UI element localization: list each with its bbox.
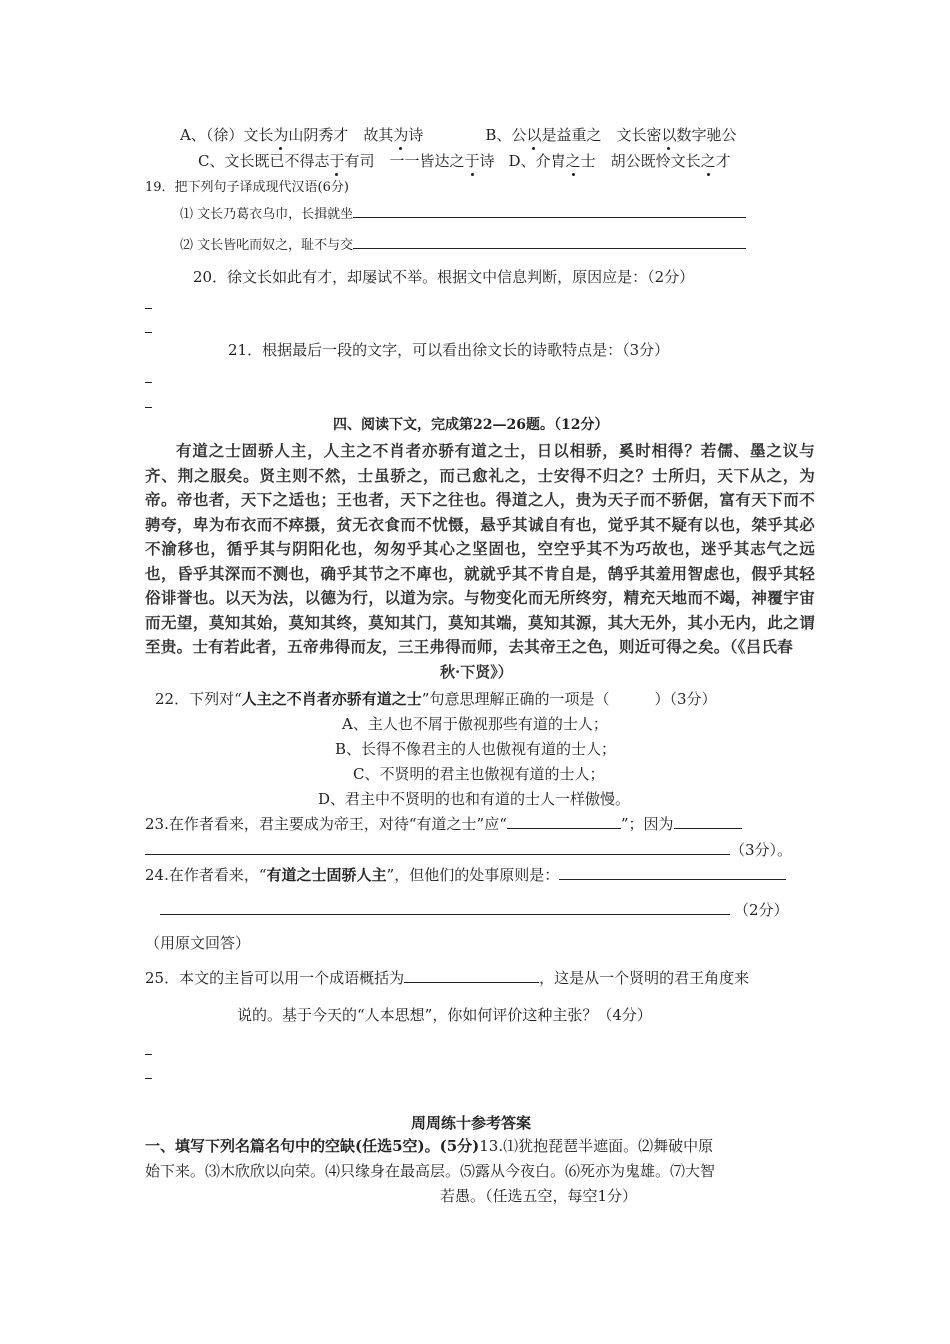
answer-blank[interactable] [559,865,786,880]
answer-blank[interactable] [353,234,746,249]
answer-line-marker [145,382,152,383]
reading-passage [145,439,815,660]
answer-blank[interactable] [160,900,730,915]
answer-line-marker [145,308,152,309]
answers-title: 周周练十参考答案 [411,1114,532,1132]
answers-line-1: 一、填写下列名篇名句中的空缺(任选5空)。(5分)13.⑴犹抱琵琶半遮面。⑵舞破中原 [145,1137,714,1155]
answer-blank[interactable] [404,968,539,983]
q18-option-cd: C、文长既已不得志于有司 一一皆达之于诗 D、介胄之士 胡公既怜文长之才 [198,152,731,170]
q22-option-a: A、主人也不屑于傲视那些有道的士人； [342,715,608,733]
answer-blank[interactable] [507,814,621,829]
q19-sentence-2: ⑵ 文长皆叱而奴之，耻不与交 [180,234,746,256]
q23-question: 23.在作者看来，君主要成为帝王，对待“有道之士”应“ ”；因为 [145,814,742,834]
q24-note: （用原文回答） [145,934,251,952]
answer-blank[interactable] [353,203,746,218]
q24-question: 24.在作者看来，“有道之士固骄人主”，但他们的处事原则是： [145,865,786,885]
q19-title: 19．把下列句子译成现代汉语(6分) [145,180,349,195]
q20-question: 20．徐文长如此有才，却屡试不举。根据文中信息判断，原因应是：（2分） [193,268,695,286]
answer-line-marker [145,332,152,333]
q21-question: 21．根据最后一段的文字，可以看出徐文长的诗歌特点是：（3分） [228,341,670,359]
q23-continuation: （3分）。 [145,840,792,860]
q22-option-b: B、长得不像君主的人也傲视有道的士人； [335,740,617,758]
answer-blank[interactable] [145,840,730,855]
answer-line-marker [145,407,152,408]
answers-line-2: 始下来。⑶木欣欣以向荣。⑷只缘身在最高层。⑸露从今夜白。⑹死亦为鬼雄。⑺大智 [145,1162,716,1180]
q25-continuation: 说的。基于今天的“人本思想”，你如何评价这种主张？（4分） [237,1006,652,1024]
q22-option-c: C、不贤明的君主也傲视有道的士人； [353,765,605,783]
q22-stem: 22．下列对“人主之不肖者亦骄有道之士”句意思理解正确的一项是（ ）（3分） [155,690,717,708]
passage-source-end: 秋·下贤》） [440,663,513,681]
answer-line-marker [145,1078,152,1079]
q18-option-ab: A、（徐）文长为山阴秀才 故其为诗 B、公以是益重之 文长密以数字驰公 [180,126,737,144]
answer-line-marker [145,1054,152,1055]
answer-blank[interactable] [674,814,742,829]
q19-sentence-1: ⑴ 文长乃葛衣乌巾，长揖就坐 [180,203,746,225]
answers-line-3: 若愚。（任选五空，每空1分） [440,1187,638,1205]
q25-question: 25．本文的主旨可以用一个成语概括为 ，这是从一个贤明的君王角度来 [145,969,750,987]
q22-option-d: D、君主中不贤明的也和有道的士人一样傲慢。 [318,790,631,808]
q24-continuation: （2分） [160,900,789,920]
passage-text: 有道之士固骄人主，人主之不肖者亦骄有道之士，日以相骄，奚时相得？若儒、墨之议与齐、荆之服矣。贤主则不然，士虽骄之，而己愈礼之，士安得不归之？士所归，天下从之，为帝。帝也者，天下之适也；王也者，天下之往也。得道之人，贵为天子而不骄倨，富有天下而不骋夸，卑为布衣而不瘁摄，贫无衣食而不忧慑，悬乎其诚自有也，觉乎其不疑有以也，桀乎其必不渝移也，循乎其与阴阳化也，匆匆乎其心之坚固也，空空乎其不为巧故也，迷乎其志气之远也，昏乎其深而不测也，确乎其节之不庳也，就就乎其不肯自是，鹄乎其羞用智虑也，假乎其轻俗诽誉也。以天为法，以德为行，以道为宗。与物变化而无所终穷，精充天地而不竭，神覆宇宙而无望，莫知其始，莫知其终，莫知其门，莫知其端，莫知其源，其大无外，其小无内，此之谓至贵。士有若此者，五帝弗得而友，三王弗得而师，去其帝王之色，则近可得之矣。（《吕氏春 [145,441,815,656]
section-4-title: 四、阅读下文，完成第22—26题。（12分） [333,417,609,433]
